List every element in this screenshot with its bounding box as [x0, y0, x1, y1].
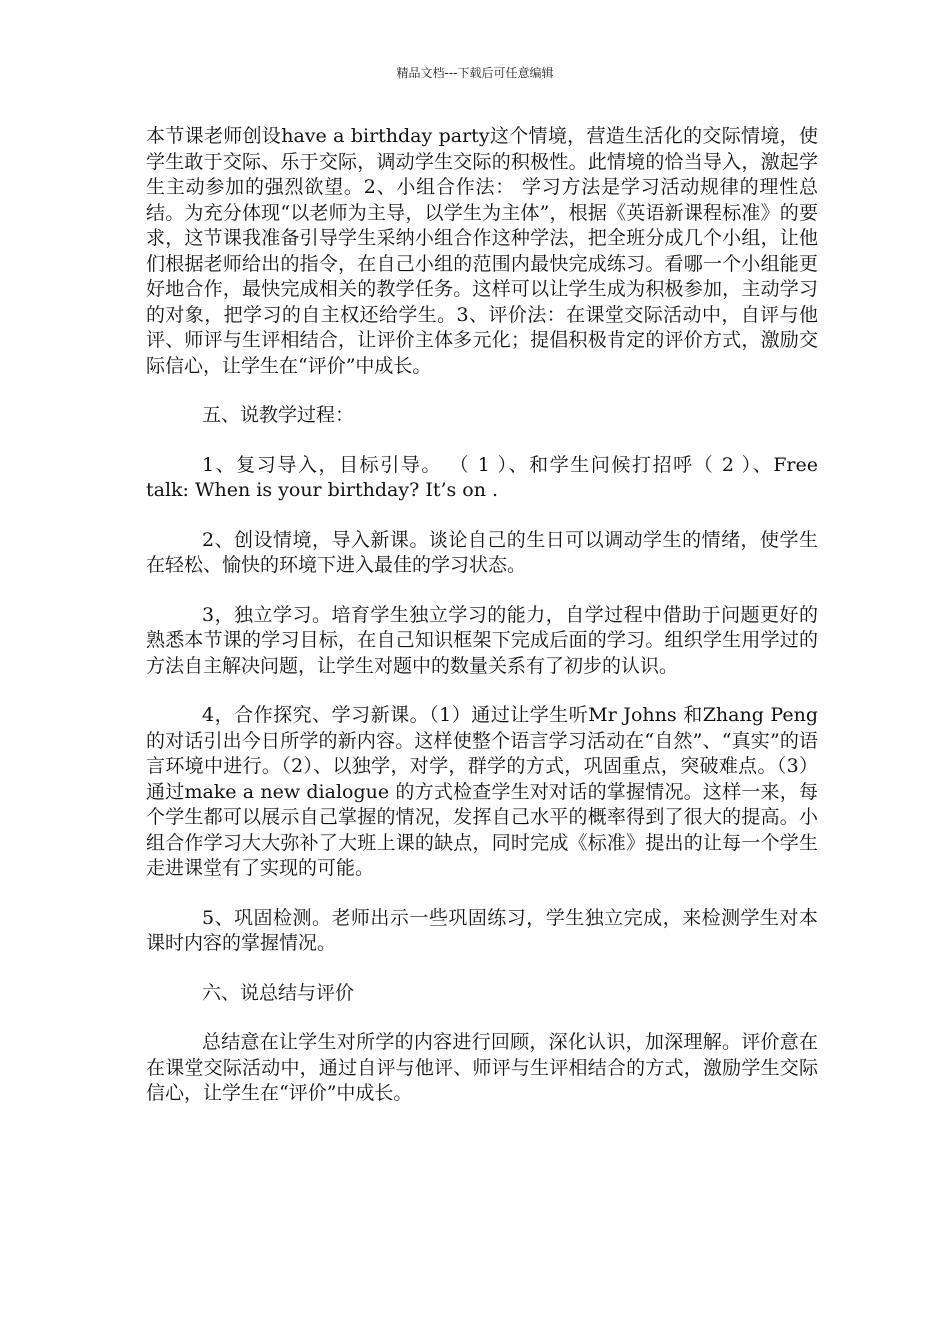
paragraph-step-1: 1、复习导入，目标引导。 （ 1 ）、和学生问候打招呼（ 2 ）、Free talk: When is your birthday? It’s on .: [146, 453, 818, 501]
paragraph-step-3: 3，独立学习。培育学生独立学习的能力，自学过程中借助于问题更好的熟悉本节课的学习目标，在自己知识框架下完成后面的学习。组织学生用学过的方法自主解决问题，让学生对题中的数量关系有了初步的认识。: [146, 603, 818, 677]
paragraph-step-2: 2、创设情境，导入新课。谈论自己的生日可以调动学生的情绪，使学生在轻松、愉快的环境下进入最佳的学习状态。: [146, 528, 818, 576]
heading-teaching-process: 五、说教学过程：: [202, 404, 355, 426]
paragraph-summary: 总结意在让学生对所学的内容进行回顾，深化认识，加深理解。评价意在在课堂交际活动中，通过自评与他评、师评与生评相结合的方式，激励学生交际信心，让学生在“评价”中成长。: [146, 1031, 818, 1104]
document-body: [146, 124, 818, 1107]
page-header: 精品文档---下载后可任意编辑: [396, 66, 554, 80]
heading-summary: 六、说总结与评价: [202, 981, 355, 1004]
paragraph-step-5: 5、巩固检测。老师出示一些巩固练习，学生独立完成，来检测学生对本课时内容的掌握情况。: [146, 906, 818, 954]
paragraph-methods: 本节课老师创设have a birthday party这个情境，营造生活化的交际情境，使学生敢于交际、乐于交际，调动学生交际的积极性。此情境的恰当导入，激起学生主动参加的强烈欲望。2、小组合作法： 学习方法是学习活动规律的理性总结。为充分体现“以老师为主导，以学生为主体”，根据《英语新课程标准》的要求，这节课我准备引导学生采纳小组合作这种学法，把全班分成几个小组，让他们根据老师给出的指令，在自己小组的范围内最快完成练习。看哪一个小组能更好地合作，最快完成相关的教学任务。这样可以让学生成为积极参加，主动学习的对象，把学习的自主权还给学生。3、评价法：在课堂交际活动中，自评与他评、师评与生评相结合，让评价主体多元化；提倡积极肯定的评价方式，激励交际信心，让学生在“评价”中成长。: [146, 125, 818, 377]
paragraph-step-4: 4，合作探究、学习新课。（1）通过让学生听Mr Johns 和Zhang Peng的对话引出今日所学的新内容。这样使整个语言学习活动在“自然”、“真实”的语言环境中进行。（2）、以独学，对学，群学的方式，巩固重点，突破难点。（3）通过make a new dialogue 的方式检查学生对对话的掌握情况。这样一来，每个学生都可以展示自己掌握的情况，发挥自己水平的概率得到了很大的提高。小组合作学习大大弥补了大班上课的缺点，同时完成《标准》提出的让每一个学生走进课堂有了实现的可能。: [146, 704, 818, 879]
